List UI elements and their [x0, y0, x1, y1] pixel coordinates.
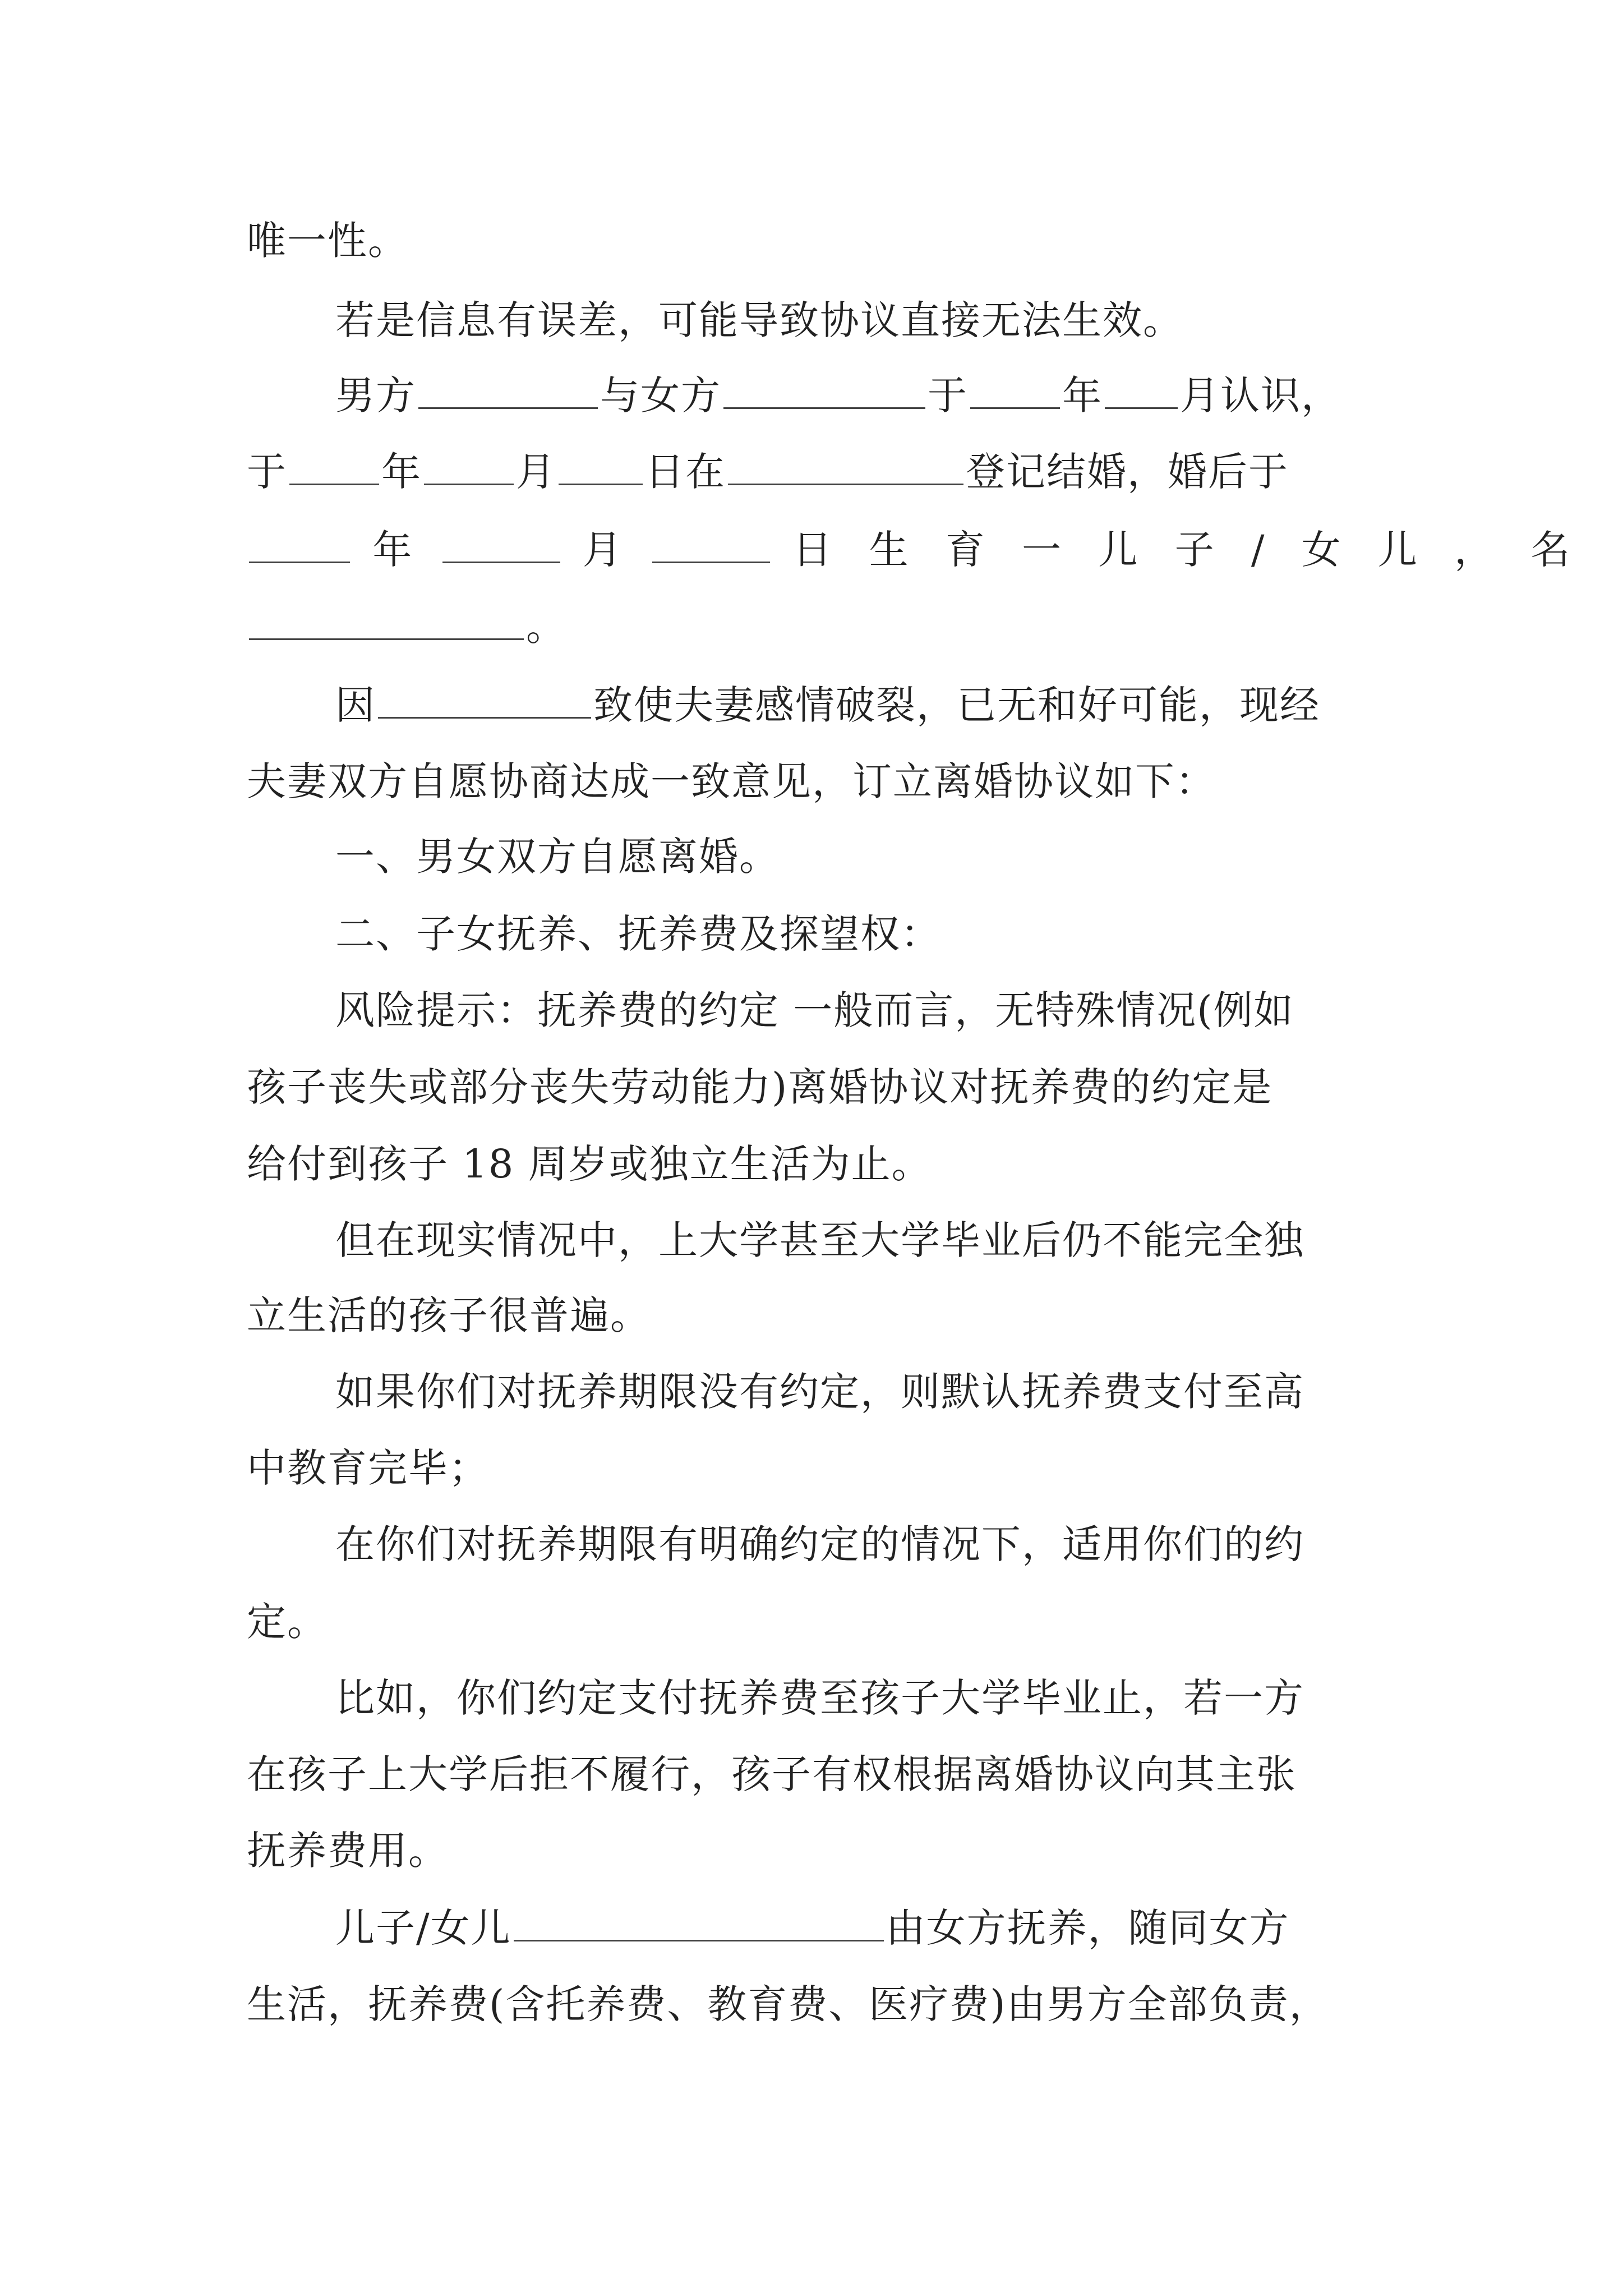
paragraph-line [247, 1290, 651, 1341]
text: 男方 [335, 372, 416, 418]
text: 日 生 育 一 儿 子 / 女 儿 ， 名 [792, 527, 1583, 573]
paragraph-line [335, 1519, 1304, 1570]
paragraph-line [247, 524, 1582, 575]
text: 定。 [247, 1599, 328, 1645]
text: 若是信息有误差，可能导致协议直接无法生效。 [335, 297, 1183, 343]
text: 年 [372, 527, 420, 573]
fill-blank [289, 483, 379, 485]
text: 登记结婚，婚后于 [966, 449, 1289, 495]
text: 于 [247, 449, 287, 495]
text: 致使夫妻感情破裂，已无和好可能，现经 [593, 682, 1320, 728]
text: 但在现实情况中，上大学甚至大学毕业后仍不能完全独 [335, 1217, 1304, 1263]
text: 因 [335, 682, 376, 728]
text: 月认识， [1180, 372, 1341, 418]
fill-blank [249, 561, 350, 563]
text: 年 [381, 449, 422, 495]
text: 夫妻双方自愿协商达成一致意见，订立离婚协议如下： [247, 758, 1216, 804]
paragraph-line [247, 1979, 1330, 2030]
paragraph-line [247, 1139, 932, 1189]
fill-blank [652, 561, 770, 563]
fill-blank [418, 407, 598, 409]
text: 在你们对抚养期限有明确约定的情况下，适用你们的约 [335, 1521, 1304, 1567]
text: 中教育完毕； [247, 1445, 489, 1491]
text: 如果你们对抚养期限没有约定，则默认抚养费支付至高 [335, 1369, 1304, 1415]
text: 。 [526, 604, 566, 650]
paragraph-line [335, 831, 780, 882]
text: 年 [1062, 372, 1103, 418]
paragraph-line [335, 295, 1183, 346]
text: 月 [582, 527, 630, 573]
paragraph-line [335, 1673, 1304, 1723]
text: 二、子女抚养、抚养费及探望权： [335, 911, 941, 957]
paragraph-line [247, 601, 566, 652]
paragraph-line [247, 1749, 1297, 1800]
text: 唯一性。 [247, 218, 408, 264]
text: 月 [516, 449, 556, 495]
paragraph-line [247, 1062, 1272, 1112]
text: 于 [928, 372, 968, 418]
text: 立生活的孩子很普遍。 [247, 1292, 651, 1338]
fill-blank [1105, 407, 1178, 409]
paragraph-line [247, 215, 408, 266]
text: 日在 [645, 449, 726, 495]
text: 由女方抚养，随同女方 [886, 1905, 1290, 1951]
text: 生活，抚养费(含托养费、教育费、医疗费)由男方全部负责， [247, 1981, 1330, 2027]
text: 一、男女双方自愿离婚。 [335, 834, 780, 880]
paragraph-line [247, 447, 1289, 497]
paragraph-line [335, 680, 1320, 730]
paragraph-line [247, 756, 1216, 807]
text: 风险提示：抚养费的约定 一般而言，无特殊情况(例如 [335, 987, 1294, 1033]
paragraph-line [335, 985, 1294, 1036]
paragraph-line [247, 1825, 449, 1876]
fill-blank [728, 483, 963, 485]
fill-blank [514, 1939, 884, 1941]
paragraph-line [247, 1443, 489, 1493]
fill-blank [424, 483, 514, 485]
text: 比如，你们约定支付抚养费至孩子大学毕业止，若一方 [335, 1675, 1304, 1721]
fill-blank [249, 638, 524, 640]
text: 抚养费用。 [247, 1828, 449, 1874]
fill-blank [970, 407, 1060, 409]
paragraph-line [247, 1596, 328, 1647]
paragraph-line [335, 1903, 1290, 1953]
text: 孩子丧失或部分丧失劳动能力)离婚协议对抚养费的约定是 [247, 1064, 1273, 1110]
fill-blank [559, 483, 643, 485]
paragraph-line [335, 1366, 1304, 1417]
fill-blank [723, 407, 925, 409]
text: 在孩子上大学后拒不履行，孩子有权根据离婚协议向其主张 [247, 1751, 1297, 1797]
text: 与女方 [600, 372, 721, 418]
paragraph-line [335, 909, 941, 959]
paragraph-line [335, 370, 1341, 421]
fill-blank [442, 561, 560, 563]
text: 儿子/女儿 [335, 1905, 511, 1951]
fill-blank [378, 716, 591, 719]
text: 给付到孩子 18 周岁或独立生活为止。 [247, 1141, 932, 1187]
paragraph-line [335, 1215, 1304, 1266]
